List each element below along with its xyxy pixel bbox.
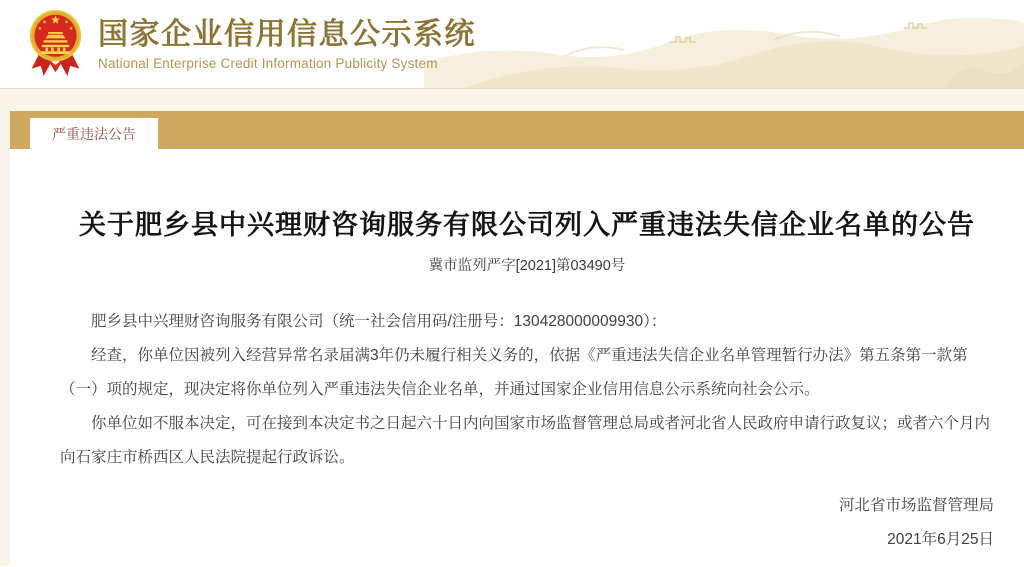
- section-tab-bar: [10, 111, 1024, 149]
- content-panel: [10, 111, 1024, 566]
- signature-authority: 河北省市场监督管理局: [838, 497, 994, 514]
- paragraph-addressee: 肥乡县中兴理财咨询服务有限公司（统一社会信用码/注册号：130428000009930）：: [91, 313, 667, 330]
- announcement-document: [10, 207, 994, 557]
- brand-logo[interactable]: [28, 8, 476, 78]
- document-number: 冀市监列严字[2021]第03490号: [428, 258, 626, 274]
- tab-serious-violation-notice[interactable]: 严重违法公告: [30, 118, 158, 149]
- site-title-cn: 国家企业信用信息公示系统: [98, 18, 476, 51]
- announcement-title: 关于肥乡县中兴理财咨询服务有限公司列入严重违法失信企业名单的公告: [79, 210, 975, 240]
- great-wall-artwork: [424, 0, 1024, 88]
- signature-date: 2021年6月25日: [887, 531, 994, 548]
- paragraph-decision: 经查，你单位因被列入经营异常名录届满3年仍未履行相关义务的，依据《严重违法失信企业名单管理暂行办法》第五条第一款第（一）项的规定，现决定将你单位列入严重违法失信企业名单，并通过国家企业信用信息公示系统向社会公示。: [60, 347, 968, 398]
- announcement-body: [60, 305, 994, 475]
- page-background: [0, 111, 1024, 566]
- paragraph-appeal-rights: 你单位如不服本决定，可在接到本决定书之日起六十日内向国家市场监督管理总局或者河北省人民政府申请行政复议；或者六个月内向石家庄市桥西区人民法院提起行政诉讼。: [60, 415, 991, 466]
- site-title-en: National Enterprise Credit Information Publicity System: [98, 56, 438, 71]
- header-divider-band: [0, 88, 1024, 111]
- site-header: [0, 0, 1024, 88]
- national-emblem-icon: [28, 8, 83, 78]
- brand-titles: [98, 8, 476, 71]
